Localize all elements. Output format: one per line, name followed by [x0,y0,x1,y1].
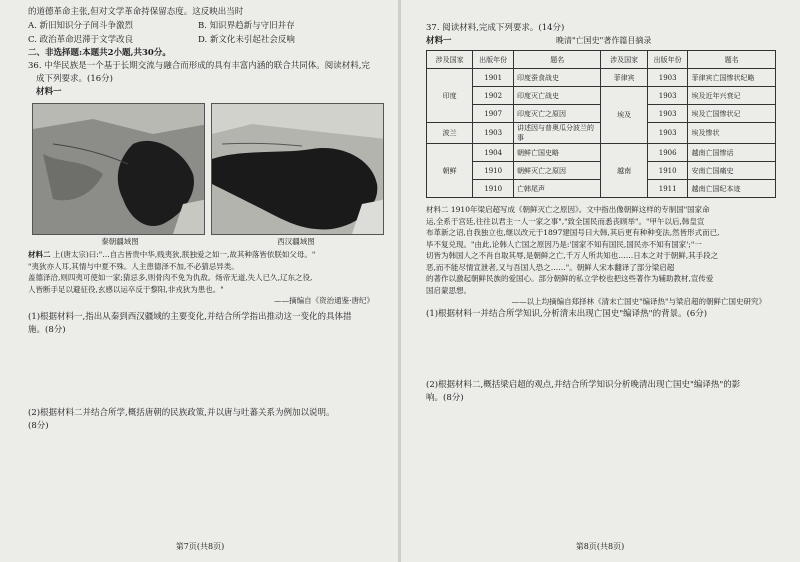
page-number-right: 第8页(共8页) [575,542,625,551]
options-row-1 [28,19,384,33]
title-cell: 越南亡国惨话 [688,144,776,162]
year-cell: 1910 [647,162,688,180]
material2-line-1: 上(唐太宗)曰:"…自古皆贵中华,贱夷狄,朕独爱之如一,故其种落皆依朕如父母。" [52,250,316,259]
table-header: 涉及国家 [601,51,647,69]
options-row-2 [28,33,384,47]
option-c: C. 政治革命迟滞于文学改良 [28,35,134,45]
material1-label: 材料一 [36,87,62,97]
material2-line-4: 毕不复兑现。"由此,论韩人亡国之原因乃是:'国家不知有国民,国民亦不知有国家';"一 [426,239,702,249]
books-table [426,50,776,198]
material1-label: 材料一 [426,36,452,46]
material2-line-2: "夷狄亦人耳,其情与中夏不殊。人主患德泽不加,不必猜忌异类。 [28,261,239,271]
maps-row [32,103,384,235]
table-header-row [427,51,776,69]
q37-sub1: (1)根据材料一并结合所学知识,分析清末出现亡国史"编译热"的背景。(6分) [426,309,708,319]
table-header: 涉及国家 [427,51,473,69]
title-cell: 安南亡国痛史 [688,162,776,180]
country-cell: 朝鲜 [427,144,473,198]
q37-sub2: (2)根据材料二,概括梁启超的观点,并结合所学知识分析晚清出现亡国史"编译热"的影 [426,380,741,390]
title-cell: 印度蚕食战史 [514,69,601,87]
material2-line-8: 国启蒙思想。 [426,285,471,295]
page-number-left: 第7页(共8页) [175,542,225,551]
year-cell: 1904 [473,144,514,162]
q36-stem: 36. 中华民族是一个基于长期交流与融合而形成的具有丰富内涵的联合共同体。阅读材料,完 [28,61,370,71]
title-cell: 埃及近年兴衰记 [688,87,776,105]
table-row [427,144,776,162]
q37-stem: 37. 阅读材料,完成下列要求。(14分) [426,23,565,33]
material2-text [28,249,384,295]
qin-map-caption: 秦朝疆域图 [101,237,139,246]
year-cell: 1901 [473,69,514,87]
title-cell: 印度灭亡战史 [514,87,601,105]
year-cell: 1910 [473,180,514,198]
option-a: A. 新旧知识分子间斗争激烈 [28,21,134,31]
table-header: 出版年份 [473,51,514,69]
han-map-caption: 西汉疆域图 [277,237,315,246]
title-cell: 埃及亡国惨状记 [688,105,776,123]
material2-label: 材料二 [28,250,51,259]
option-d: D. 新文化未引起社会反响 [198,35,295,45]
title-cell: 朝鲜亡国史略 [514,144,601,162]
material2-text [426,204,776,296]
material2-line-3: 盖德泽洽,则四夷可使如一家;猜忌多,则骨肉不免为仇敌。炀帝无道,失人已久,辽东之役, [28,273,313,282]
material2-line-6: 恶,而不能尽情宣泄者,又与吾国人恐之……"。朝鲜人宋本翻译了部分梁启超 [426,262,675,272]
material2-line-5: 切皆为韩国人之不肖自取其辱,是朝鲜之亡,千万人所共知也……日本之对于朝鲜,其手段之 [426,251,719,260]
year-cell: 1902 [473,87,514,105]
table-header: 出版年份 [647,51,688,69]
option-b: B. 知识界趋新与守旧并存 [198,21,295,31]
material2-line-2: 运,全系于宫廷,往往以君主一人一家之事","致全国民而悉丧顾举"。"甲午以后,韩皇宣 [426,216,705,226]
year-cell: 1911 [647,180,688,198]
table-heading-row [426,35,776,48]
country-cell: 菲律宾 [601,69,647,87]
title-cell: 亡韩尾声 [514,180,601,198]
title-cell: 菲律宾亡国惨状纪略 [688,69,776,87]
qin-territory-map [32,103,205,235]
year-cell: 1903 [473,123,514,144]
table-title: 晚清"亡国史"著作篇目摘录 [556,36,652,45]
title-cell: 越南亡国纪本迹 [688,180,776,198]
material2-line-7: 的著作以激起朝鲜民族的爱国心。部分朝鲜的私立学校也把这些著作为辅助教材,宣传爱 [426,274,714,283]
country-cell: 越南 [601,144,647,198]
material2-source: ——摘编自《资治通鉴·唐纪》 [274,296,374,305]
q36-sub2: (2)根据材料二并结合所学,概括唐朝的民族政策,并以唐与吐蕃关系为例加以说明。 [28,408,335,418]
year-cell: 1907 [473,105,514,123]
year-cell: 1903 [647,123,688,144]
year-cell: 1903 [647,105,688,123]
year-cell: 1903 [647,69,688,87]
material2-line-1: 材料二 1910年梁启超写成《朝鲜灭亡之原因》。文中指出像朝鲜这样的专制国"国家命 [426,205,710,214]
table-header: 题名 [688,51,776,69]
q36-sub2-cont: (8分) [28,421,49,431]
material2-line-4: 人皆断手足以避征役,玄感以运卒反于黎阳,非戎狄为患也。" [28,284,224,294]
year-cell: 1906 [647,144,688,162]
title-cell: 埃及惨状 [688,123,776,144]
country-cell: 埃及 [601,87,647,144]
q36-sub1: (1)根据材料一,指出从秦到西汉疆域的主要变化,并结合所学指出推动这一变化的具体措 [28,312,352,322]
material2-line-3: 布革新之诏,自我独立也,继以改元于1897建国号曰大韩,其后更有种种变法,然皆形式而已, [426,228,720,237]
q36-sub1-cont: 施。(8分) [28,325,66,335]
right-page [400,0,800,562]
title-cell: 朝鲜灭亡之原因 [514,162,601,180]
q36-stem-cont: 成下列要求。(16分) [36,74,113,84]
map-captions [32,235,384,249]
title-cell: 讲述因与普奥瓜分波兰的事 [514,123,601,144]
title-cell: 印度灭亡之原因 [514,105,601,123]
table-row [427,87,776,105]
year-cell: 1903 [647,87,688,105]
country-cell: 波兰 [427,123,473,144]
table-row [427,69,776,87]
table-header: 题名 [514,51,601,69]
table-body [427,69,776,198]
section-heading: 二、非选择题:本题共2小题,共30分。 [28,48,171,58]
western-han-territory-map [211,103,384,235]
year-cell: 1910 [473,162,514,180]
country-cell: 印度 [427,69,473,123]
prev-question-text: 的道德革命主张,但对文学革命持保留态度。这反映出当时 [28,7,244,17]
material2-source: ——以上均摘编自郑择林《清末亡国史"编译热"与梁启超的朝鲜亡国史研究》 [511,297,766,306]
q37-sub2-cont: 响。(8分) [426,393,464,403]
